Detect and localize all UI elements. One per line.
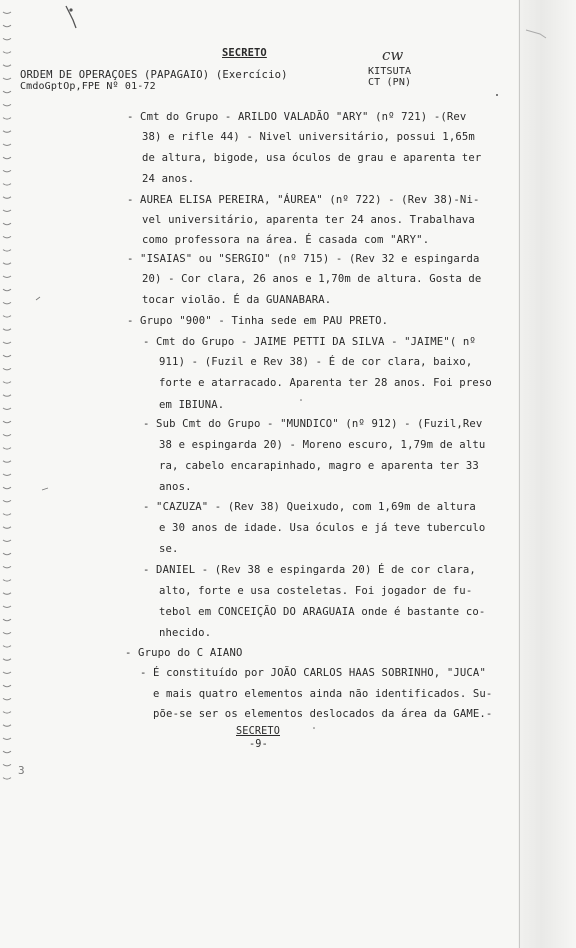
body-line: de altura, bigode, usa óculos de grau e aparenta ter: [142, 152, 482, 164]
body-line: anos.: [159, 481, 192, 493]
command-line: CmdoGptOp,FPE Nº 01-72: [20, 81, 156, 92]
body-line: - "CAZUZA" - (Rev 38) Queixudo, com 1,69m de altura: [143, 501, 476, 513]
station-line-2: CT (PN): [368, 77, 412, 88]
body-line: 24 anos.: [142, 173, 195, 185]
body-line: - Grupo do C AIANO: [125, 647, 243, 659]
body-line: alto, forte e usa costeletas. Foi jogador de fu-: [159, 585, 473, 597]
body-line: - Sub Cmt do Grupo - "MUNDICO" (nº 912) - (Fuzil,Rev: [143, 418, 483, 430]
operation-order-line: ORDEM DE OPERAÇOES (PAPAGAIO) (Exercício): [20, 69, 288, 81]
body-line: - É constituído por JOÃO CARLOS HAAS SOBRINHO, "JUCA": [140, 667, 486, 679]
body-line: - Cmt do Grupo - JAIME PETTI DA SILVA - "JAIME"( nº: [143, 336, 476, 348]
body-line: - Cmt do Grupo - ARILDO VALADÃO "ARY" (nº 721) -(Rev: [127, 111, 467, 123]
body-line: em IBIUNA.: [159, 399, 225, 411]
body-line: põe-se ser os elementos deslocados da área da GAME.-: [153, 708, 493, 720]
body-line: se.: [159, 543, 179, 555]
body-line: forte e atarracado. Aparenta ter 28 anos. Foi preso: [159, 377, 492, 389]
body-line: vel universitário, aparenta ter 24 anos. Trabalhava: [142, 214, 475, 226]
body-line: tebol em CONCEIÇÃO DO ARAGUAIA onde é bastante co-: [159, 606, 486, 618]
classification-bottom: SECRETO: [236, 726, 280, 737]
body-line: 20) - Cor clara, 26 anos e 1,70m de altura. Gosta de: [142, 273, 482, 285]
body-line: nhecido.: [159, 627, 212, 639]
body-line: e 30 anos de idade. Usa óculos e já teve tuberculo: [159, 522, 486, 534]
handwritten-initials: cw: [382, 46, 404, 64]
page-number: -9-: [249, 739, 268, 750]
body-line: - "ISAIAS" ou "SERGIO" (nº 715) - (Rev 32 e espingarda: [127, 253, 480, 265]
margin-mark: 3: [18, 764, 25, 777]
body-line: 38) e rifle 44) - Nivel universitário, possui 1,65m: [142, 131, 475, 143]
body-line: e mais quatro elementos ainda não identificados. Su-: [153, 688, 493, 700]
body-line: - Grupo "900" - Tinha sede em PAU PRETO.: [127, 315, 389, 327]
body-line: 38 e espingarda 20) - Moreno escuro, 1,79m de altu: [159, 439, 486, 451]
body-line: 911) - (Fuzil e Rev 38) - É de cor clara, baixo,: [159, 356, 473, 368]
body-line: tocar violão. É da GUANABARA.: [142, 294, 332, 306]
classification-top: SECRETO: [222, 47, 267, 59]
station-line-1: KITSUTA: [368, 66, 412, 77]
body-line: - DANIEL - (Rev 38 e espingarda 20) É de cor clara,: [143, 564, 476, 576]
body-line: ra, cabelo encarapinhado, magro e aparenta ter 33: [159, 460, 479, 472]
body-line: - AUREA ELISA PEREIRA, "ÁUREA" (nº 722) - (Rev 38)-Ni-: [127, 194, 480, 206]
body-line: como professora na área. É casada com "ARY".: [142, 234, 430, 246]
